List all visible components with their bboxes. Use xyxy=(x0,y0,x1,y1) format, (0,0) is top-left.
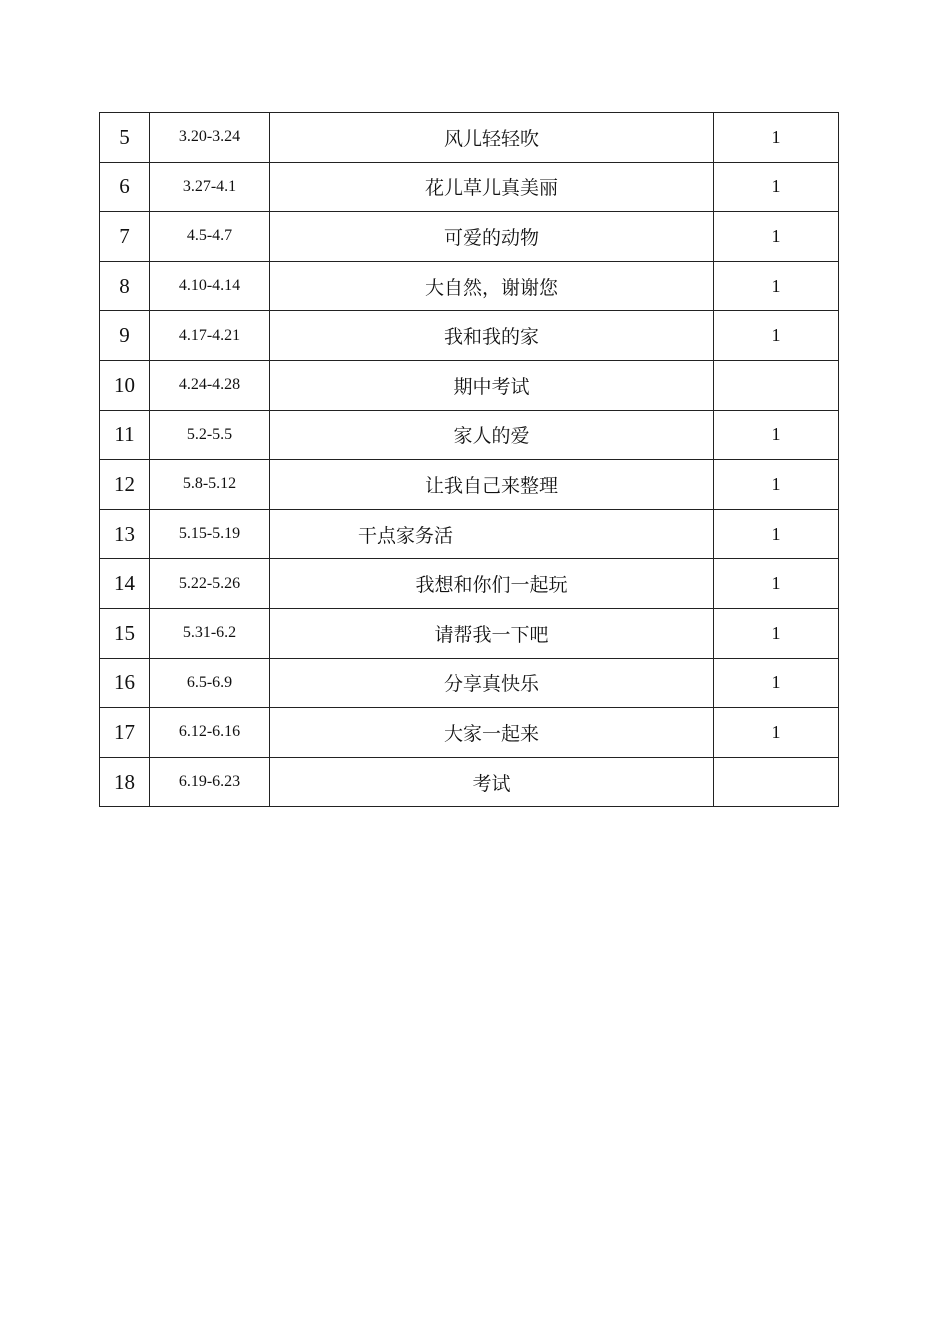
week-number-cell: 13 xyxy=(100,509,150,559)
lesson-hours-cell: 1 xyxy=(714,658,839,708)
lesson-topic-cell: 大家一起来 xyxy=(270,708,714,758)
lesson-topic-cell: 风儿轻轻吹 xyxy=(270,113,714,163)
date-range-cell: 4.10-4.14 xyxy=(150,261,270,311)
week-number-cell: 12 xyxy=(100,460,150,510)
date-range-cell: 5.8-5.12 xyxy=(150,460,270,510)
lesson-topic-cell: 期中考试 xyxy=(270,360,714,410)
lesson-topic-cell: 分享真快乐 xyxy=(270,658,714,708)
lesson-hours-cell: 1 xyxy=(714,113,839,163)
date-range-cell: 5.22-5.26 xyxy=(150,559,270,609)
lesson-topic-cell: 花儿草儿真美丽 xyxy=(270,162,714,212)
week-number-cell: 15 xyxy=(100,608,150,658)
lesson-hours-cell xyxy=(714,360,839,410)
table-row xyxy=(100,311,839,361)
lesson-hours-cell: 1 xyxy=(714,212,839,262)
date-range-cell: 6.5-6.9 xyxy=(150,658,270,708)
lesson-hours-cell: 1 xyxy=(714,261,839,311)
week-number-cell: 6 xyxy=(100,162,150,212)
week-number-cell: 9 xyxy=(100,311,150,361)
date-range-cell: 5.2-5.5 xyxy=(150,410,270,460)
week-number-cell: 17 xyxy=(100,708,150,758)
week-number-cell: 16 xyxy=(100,658,150,708)
date-range-cell: 6.12-6.16 xyxy=(150,708,270,758)
lesson-hours-cell: 1 xyxy=(714,608,839,658)
table-row xyxy=(100,608,839,658)
date-range-cell: 4.24-4.28 xyxy=(150,360,270,410)
lesson-topic-cell: 请帮我一下吧 xyxy=(270,608,714,658)
week-number-cell: 5 xyxy=(100,113,150,163)
lesson-topic-cell: 考试 xyxy=(270,757,714,807)
table-row xyxy=(100,113,839,163)
week-number-cell: 14 xyxy=(100,559,150,609)
table-row xyxy=(100,559,839,609)
table-row xyxy=(100,261,839,311)
date-range-cell: 5.31-6.2 xyxy=(150,608,270,658)
lesson-hours-cell: 1 xyxy=(714,410,839,460)
table-row xyxy=(100,658,839,708)
lesson-hours-cell xyxy=(714,757,839,807)
table-row xyxy=(100,162,839,212)
week-number-cell: 10 xyxy=(100,360,150,410)
table-row xyxy=(100,460,839,510)
date-range-cell: 4.17-4.21 xyxy=(150,311,270,361)
lesson-hours-cell: 1 xyxy=(714,162,839,212)
week-number-cell: 11 xyxy=(100,410,150,460)
schedule-table xyxy=(99,112,839,807)
schedule-table-body xyxy=(100,113,839,807)
date-range-cell: 4.5-4.7 xyxy=(150,212,270,262)
week-number-cell: 8 xyxy=(100,261,150,311)
lesson-topic-cell: 干点家务活 xyxy=(270,509,714,559)
table-row xyxy=(100,360,839,410)
lesson-topic-cell: 我想和你们一起玩 xyxy=(270,559,714,609)
lesson-topic-cell: 可爱的动物 xyxy=(270,212,714,262)
lesson-hours-cell: 1 xyxy=(714,509,839,559)
table-row xyxy=(100,708,839,758)
date-range-cell: 6.19-6.23 xyxy=(150,757,270,807)
lesson-hours-cell: 1 xyxy=(714,708,839,758)
lesson-topic-cell: 家人的爱 xyxy=(270,410,714,460)
lesson-topic-cell: 我和我的家 xyxy=(270,311,714,361)
date-range-cell: 3.27-4.1 xyxy=(150,162,270,212)
date-range-cell: 5.15-5.19 xyxy=(150,509,270,559)
lesson-hours-cell: 1 xyxy=(714,559,839,609)
lesson-topic-cell: 大自然，谢谢您 xyxy=(270,261,714,311)
lesson-topic-cell: 让我自己来整理 xyxy=(270,460,714,510)
week-number-cell: 18 xyxy=(100,757,150,807)
week-number-cell: 7 xyxy=(100,212,150,262)
table-row xyxy=(100,509,839,559)
table-row xyxy=(100,757,839,807)
table-row xyxy=(100,212,839,262)
lesson-hours-cell: 1 xyxy=(714,311,839,361)
lesson-hours-cell: 1 xyxy=(714,460,839,510)
table-row xyxy=(100,410,839,460)
date-range-cell: 3.20-3.24 xyxy=(150,113,270,163)
